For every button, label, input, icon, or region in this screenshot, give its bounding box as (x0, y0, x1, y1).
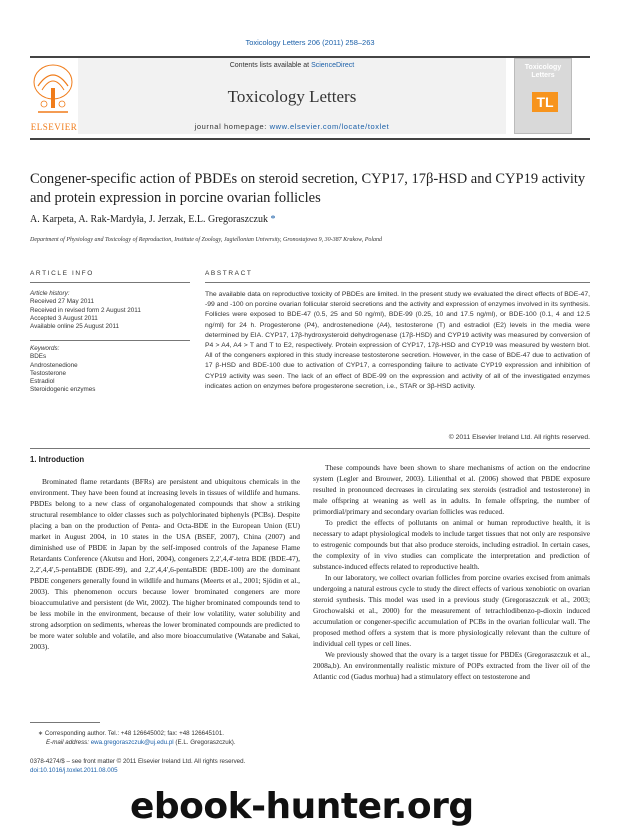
paragraph: We previously showed that the ovary is a target tissue for PBDEs (Gregoraszczuk et al., 2008a,b). An environmentally realistic mixture of POPs extracted from the liver oil of the Atlantic cod (Gadus morhua) had a stimulatory effect on testosterone and (313, 650, 590, 681)
abstract-heading: ABSTRACT (205, 270, 253, 277)
history-item: Accepted 3 August 2011 (30, 314, 98, 322)
paragraph: These compounds have been shown to share mechanisms of action on the endocrine system (Legler and Brouwer, 2003). Lilienthal et al. (2006) showed that PBDE exposure resulted in pronounced decreases in circulating sex steroids (estradiol and testosterone) in male offspring at weaning as well as in adults. In female offspring, the number of primordial/primary and secondary ovarian follicles was reduced. (313, 463, 590, 516)
history-label: Article history: (30, 290, 70, 297)
intro-right-column (313, 462, 590, 682)
email-line (38, 739, 300, 748)
paragraph: To predict the effects of pollutants on animal or human reproductive health, it is necessary to adapt physiological models to include target tissues that not only are responsive to estrogenic compounds but that also produce steroids, including estradiol. In certain cases, the complexity of in vivo studies can complicate the interpretation and prediction of substance-induced effects related to reproductive health. (313, 518, 590, 571)
footnote-rule (30, 722, 100, 723)
intro-left-column (30, 476, 300, 652)
history-item: Received in revised form 2 August 2011 (30, 306, 141, 314)
homepage-link[interactable]: www.elsevier.com/locate/toxlet (269, 122, 390, 131)
authors: A. Karpeta, A. Rak-Mardyła, J. Jerzak, E.L. Gregoraszczuk (30, 214, 268, 225)
keyword: Testosterone (30, 369, 67, 377)
contents-prefix: Contents lists available at (229, 62, 312, 69)
contents-line (78, 62, 506, 69)
article-title: Congener-specific action of PBDEs on steroid secretion, CYP17, 17β-HSD and CYP19 activity and protein expression in porcine ovarian follicles (30, 171, 586, 206)
abstract-rule (205, 282, 590, 283)
header-divider-bottom (30, 138, 590, 140)
keyword: BDEs (30, 353, 47, 361)
keyword: Estradiol (30, 378, 55, 386)
abstract-copyright: © 2011 Elsevier Ireland Ltd. All rights reserved. (448, 434, 590, 441)
article-info-rule (30, 282, 190, 283)
article-info-divider (30, 340, 190, 341)
history-item: Received 27 May 2011 (30, 298, 94, 306)
corresponding-author-mark[interactable]: * (267, 214, 276, 225)
cover-logo: TL (532, 92, 558, 112)
cover-title: Toxicology Letters (524, 64, 562, 79)
paragraph: Brominated flame retardants (BFRs) are persistent and ubiquitous chemicals in the environment. They have been found at increasing levels in tissues of wildlife and humans. PBDEs belong to a new class of organohalogenated compounds that show a striking structural resemblance to older classes such as polychlorinated biphenyls (PCBs). Despite placing a ban on the production of Penta- and Octa-BDE in the European Union (EU) market in August 2004, in 10 states in the USA (BSEF, 2007), China (2007) and diminished use of PBDE in Japan by the self-imposed controls of the Japanese Flame Retardants Conference (Akutsu and Hori, 2004), congeners 2,2′,4,4′-tetra BDE (BDE-47), 2,2′,4,4′,5-pentaBDE (BDE-99), and 2,2′,4,4′,6-pentaBDE (BDE-100) are the dominant PBDE congeners generally found in wildlife and humans (Meerts et al., 2001; Sjödin et al., 2003). This phenomenon occurs because lower brominated congeners are more bioaccumulative and persistent (de Wit, 2002). The higher brominated compounds tend to be less mobile in the environment, because of their low volatility, water solubility and strong adsorption on sediments, whereas the lower brominated compounds are predicted to be more water soluble and volatile, and also more bioaccumulative (Watanabe and Sakai, 2003). (30, 477, 300, 651)
abstract-bottom-rule (30, 448, 590, 449)
publisher-name: ELSEVIER (30, 122, 78, 132)
journal-homepage (78, 122, 506, 131)
article-footer (30, 758, 310, 775)
history-item: Available online 25 August 2011 (30, 323, 120, 331)
author-list (30, 214, 590, 225)
watermark: ebook-hunter.org (130, 786, 474, 827)
email-link[interactable]: ewa.gregoraszczuk@uj.edu.pl (90, 738, 174, 746)
keyword: Androstenedione (30, 361, 78, 369)
paragraph: In our laboratory, we collect ovarian follicles from porcine ovaries excised from animals undergoing a natural estrous cycle to study the direct effects of various xenobiotic on ovarian steroid synthesis. This model was used in a previous study (Gregoraszczuk et al., 2003; Grochowalski et al., 2000) for the measurement of tetrachlodibenzo-p-dioxin induced accumulation or congener-specific accumulation of PCBs in the ovarian follicular wall. The proposed method offers a system that is more physiologically relevant than the culture of individual cell types or cell lines. (313, 573, 590, 648)
keywords-label: Keywords: (30, 345, 60, 352)
article-history (30, 290, 195, 331)
sciencedirect-link[interactable]: ScienceDirect (311, 62, 355, 69)
issn-line: 0378-4274/$ – see front matter © 2011 Elsevier Ireland Ltd. All rights reserved. (30, 758, 246, 765)
section-heading-introduction: 1. Introduction (30, 455, 85, 464)
corresponding-author-footnote (38, 730, 300, 747)
homepage-prefix: journal homepage: (194, 122, 270, 131)
email-suffix: (E.L. Gregoraszczuk). (173, 738, 236, 746)
journal-citation[interactable]: Toxicology Letters 206 (2011) 258–263 (245, 38, 375, 47)
doi-link[interactable]: doi:10.1016/j.toxlet.2011.08.005 (30, 766, 118, 774)
corresponding-author-contact: ∗ Corresponding author. Tel.: +48 126645002; fax: +48 126645101. (38, 730, 225, 737)
email-label: E-mail address: (46, 738, 91, 746)
abstract-text: The available data on reproductive toxicity of PBDEs are limited. In the present study we evaluated the direct effects of BDE-47, -99 and -100 on porcine ovarian follicular steroid secretions and the activity and expression of enzymes involved in its synthesis. Follicles were exposed to BDE-47 (0.5, 25 and 50 ng/ml), BDE-99 (0.25, 10 and 17.5 ng/ml), or BDE-100 (0.1, 4 and 12.5 ng/ml) for 24 h. Progesterone (P4), androstenedione (A4), testosterone (T) and estradiol (E2) levels in the media were determined by EIA. CYP17, 17β-hydroxysteroid dehydrogenase (17β-HSD) and CYP19 activity was measured by conversion of P4 > A4, A4 > T and T to E2, respectively. Protein expression of CYP17, 17β-HSD and CYP19 was measured by western blot. All of the congeners explored in this study increase testosterone secretion. However, in the case of BDE-47 due to activation of 17 β-HSD and BDE-100 due to activation of CYP17, a corresponding failure to activate CYP19 expression and inhibition of CYP19 activity was seen. The lack of an effect of BDE-99 on the expression and activity of all of the investigated enzymes indicates action on enzymes before progesterone secretion, i.e., STAR or 3β-HSD activity. (205, 291, 590, 390)
article-info-heading: ARTICLE INFO (30, 270, 94, 277)
affiliation: Department of Physiology and Toxicology of Reproduction, Institute of Zoology, Jagiellonian University, Gronostajowa 9, 30-387 Krakow, Poland (30, 237, 383, 243)
elsevier-tree-logo (30, 60, 76, 122)
keywords (30, 345, 195, 395)
journal-name: Toxicology Letters (227, 87, 357, 106)
keyword: Steroidogenic enzymes (30, 386, 96, 394)
